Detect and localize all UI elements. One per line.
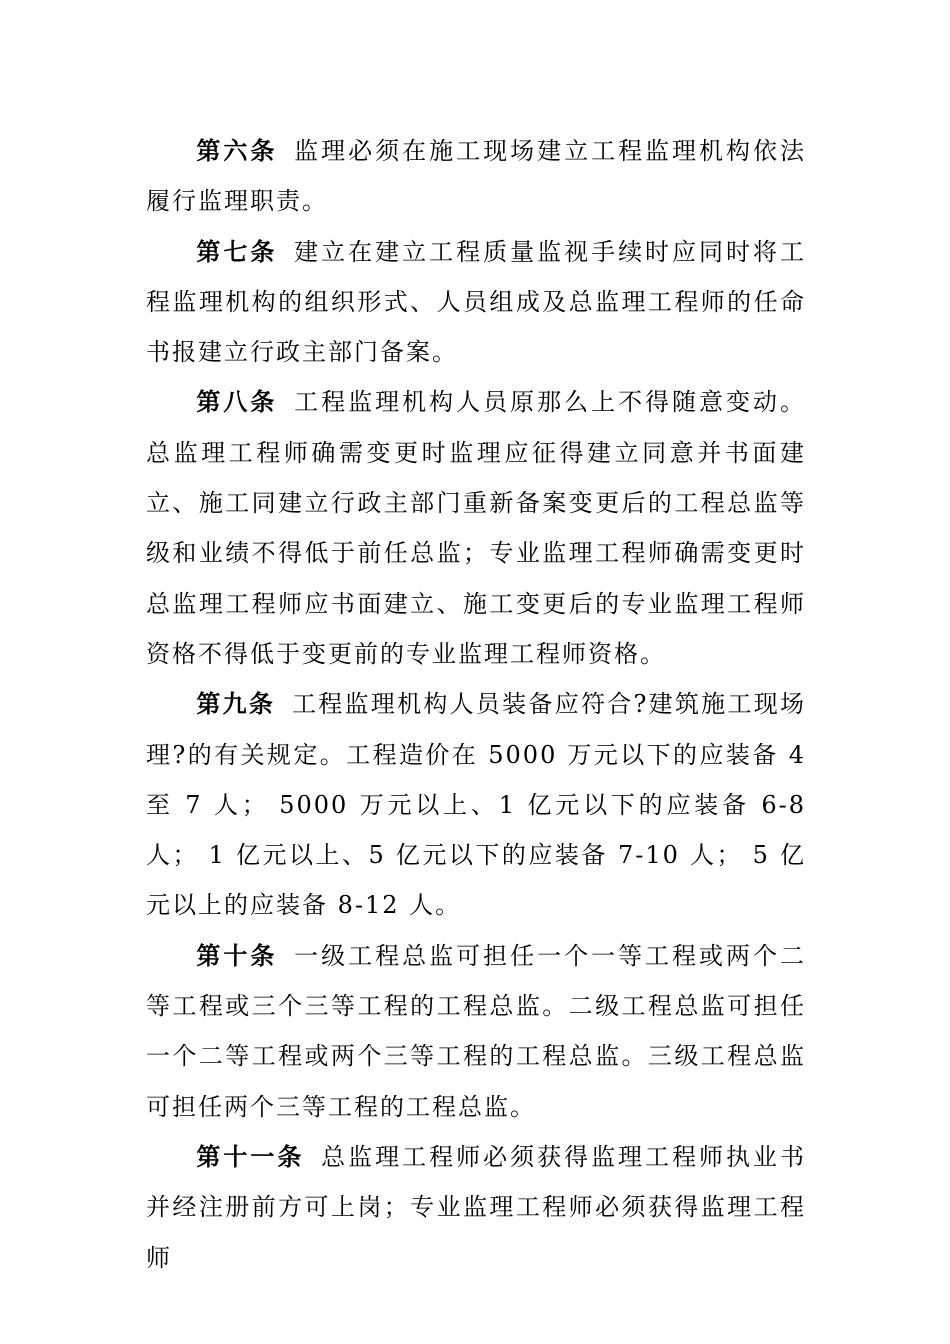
document-page [146,126,806,1283]
article-heading: 第九条 [196,689,276,719]
article-10 [146,931,806,1132]
article-heading: 第十一条 [196,1141,305,1171]
article-heading: 第十条 [196,940,278,970]
article-heading: 第八条 [196,387,278,417]
article-8 [146,377,806,679]
article-text: 工程监理机构人员装备应符合?建筑施工现场理?的有关规定。工程造价在 5000 万元以下的应装备 4 至 7 人； 5000 万元以上、1 亿元以下的应装备 6-8 人； 1 亿元以上、5 亿元以下的应装备 7-10 人； 5 亿元以上的应装备 8-12 人。 [146,690,806,920]
article-9 [146,679,806,930]
article-heading: 第七条 [196,236,278,266]
article-text: 总监理工程师必须获得监理工程师执业书并经注册前方可上岗；专业监理工程师必须获得监理工程师 [146,1142,807,1272]
article-7 [146,227,806,378]
article-6 [146,126,806,227]
article-text: 一级工程总监可担任一个一等工程或两个二等工程或三个三等工程的工程总监。二级工程总监可担任一个二等工程或两个三等工程的工程总监。三级工程总监可担任两个三等工程的工程总监。 [146,941,807,1121]
article-heading: 第六条 [196,136,278,165]
article-text: 工程监理机构人员原那么上不得随意变动。总监理工程师确需变更时监理应征得建立同意并书面建立、施工同建立行政主部门重新备案变更后的工程总监等级和业绩不得低于前任总监；专业监理工程师确需变更时总监理工程师应书面建立、施工变更后的专业监理工程师资格不得低于变更前的专业监理工程师资格。 [146,388,807,668]
article-text: 监理必须在施工现场建立工程监理机构依法履行监理职责。 [146,137,807,216]
article-text: 建立在建立工程质量监视手续时应同时将工程监理机构的组织形式、人员组成及总监理工程师的任命书报建立行政主部门备案。 [146,237,807,367]
article-11 [146,1132,806,1283]
